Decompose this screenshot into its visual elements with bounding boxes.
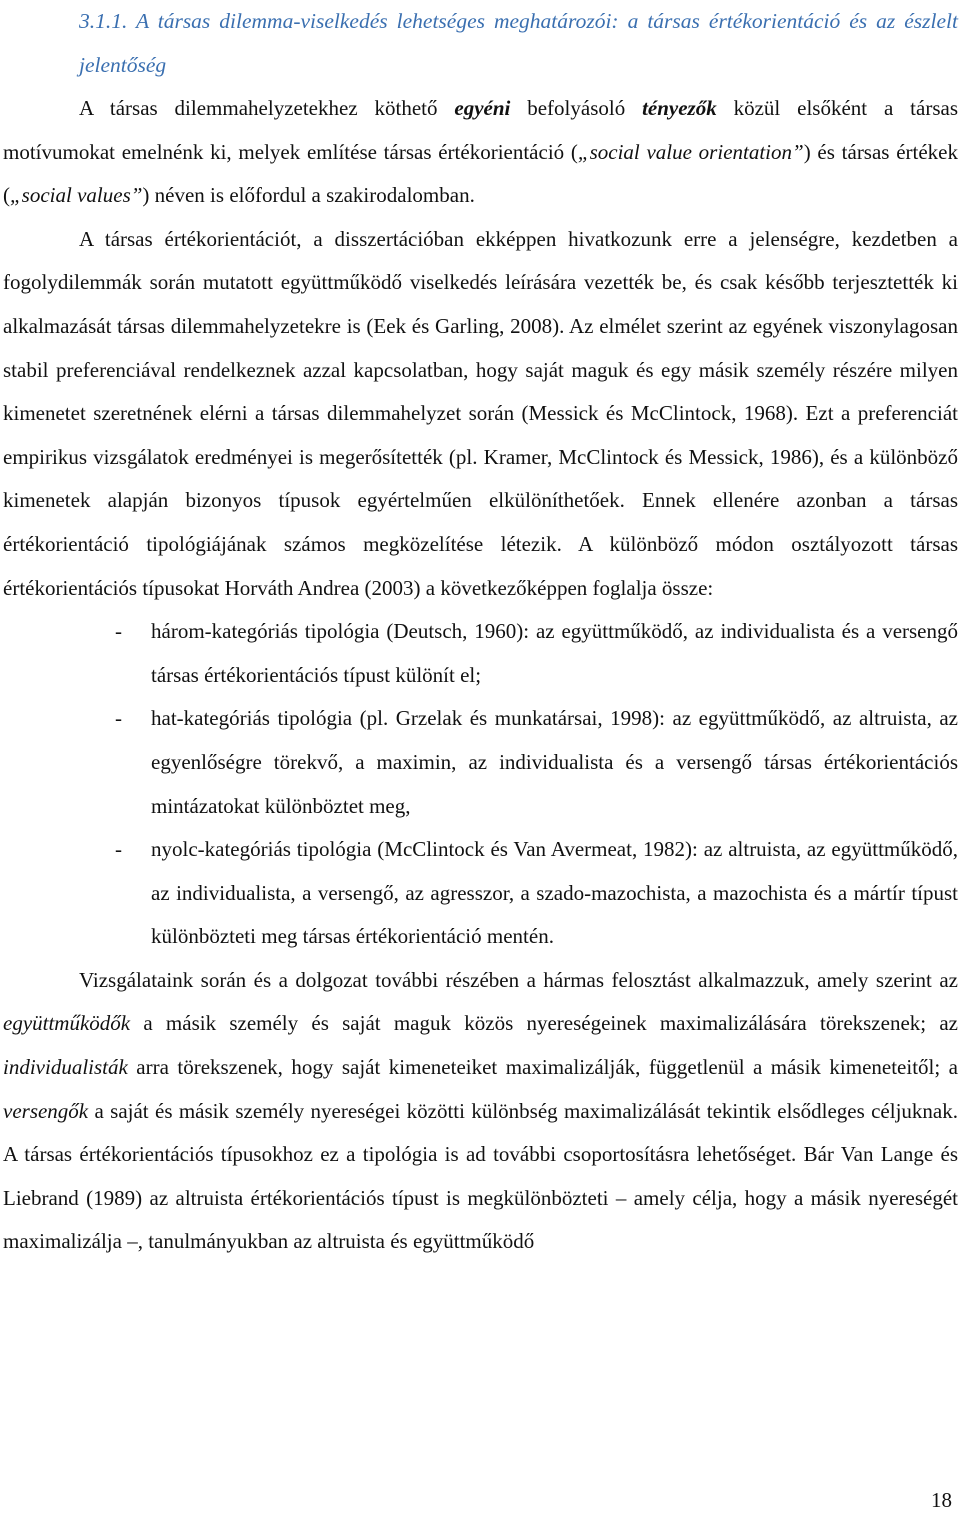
typology-list xyxy=(3,610,958,959)
para1-text-c: befolyásoló xyxy=(510,96,643,120)
para3-text-a: Vizsgálataink során és a dolgozat további részében a hármas felosztást alkalmazzuk, amely szerint az xyxy=(79,967,958,992)
para1-text-e: közül elsőként a társas motívumokat emelnénk ki, melyek említése társas értékorientáció ( xyxy=(3,96,958,164)
paragraph-value-orientation: A társas értékorientációt, a disszertációban ekképpen hivatkozunk erre a jelenségre, kezdetben a fogolydilemmák során mutatott együttműködő viselkedés leírására vezették be, és csak később terjesztették ki alkalmazását társas dilemmahelyzetekre is (Eek és Garling, 2008). Az elmélet szerint az egyének viszonylagosan stabil preferenciával rendelkeznek azzal kapcsolatban, hogy saját maguk és egy másik személy részére milyen kimenetet szeretnének elérni a társas dilemmahelyzet során (Messick és McClintock, 1968). Ezt a preferenciát empirikus vizsgálatok eredményei is megerősítették (pl. Kramer, McClintock és Messick, 1986), és a különböző kimenetek alapján bizonyos típusok egyértelműen elkülöníthetőek. Ennek ellenére azonban a társas értékorientáció tipológiájának számos megközelítése létezik. A különböző módon osztályozott társas értékorientációs típusokat Horváth Andrea (2003) a következőképpen foglalja össze: xyxy=(3,226,958,600)
list-dash: - xyxy=(115,837,122,862)
section-number: 3.1.1. xyxy=(79,9,128,33)
section-heading xyxy=(3,0,958,87)
para1-emphasis-egyeni: egyéni xyxy=(454,96,511,120)
document-page xyxy=(3,0,958,1264)
para1-term-social-values: „social values” xyxy=(10,183,143,208)
list-item xyxy=(3,610,958,697)
para3-term-versengok: versengők xyxy=(3,1098,89,1123)
list-dash: - xyxy=(115,619,122,644)
list-item-text: három-kategóriás tipológia (Deutsch, 1960): az együttműködő, az individualista és a versengő társas értékorientációs típust különít el; xyxy=(151,619,958,687)
para1-term-social-value-orientation: „social value orientation” xyxy=(577,139,804,164)
list-item-text: hat-kategóriás tipológia (pl. Grzelak és munkatársai, 1998): az együttműködő, az altruista, az egyenlőségre törekvő, a maximin, az individualista és a versengő társas értékorientációs mintázatokat különböztet meg, xyxy=(151,706,958,818)
para3-text-g: a saját és másik személy nyereségei közötti különbség maximalizálását tekintik elsődleges céljuknak. A társas értékorientációs típusokhoz ez a tipológia is ad további csoportosításra lehetőséget. Bár Van Lange és Liebrand (1989) az altruista értékorientációs típust is megkülönbözteti – amely célja, hogy a másik nyereségét maximalizálja –, tanulmányukban az altruista és együttműködő xyxy=(3,1098,958,1254)
para3-text-e: arra törekszenek, hogy saját kimeneteiket maximalizálják, függetlenül a másik kimeneteitől; a xyxy=(127,1055,958,1080)
para1-emphasis-tenyezok: tényezők xyxy=(642,96,717,120)
list-item-text: nyolc-kategóriás tipológia (McClintock és Van Avermeat, 1982): az altruista, az együttműködő, az individualista, a versengő, az agresszor, a szado-mazochista, a mazochista és a mártír típust különbözteti meg társas értékorientáció mentén. xyxy=(151,837,958,949)
para1-text-g: ) és társas értékek ( xyxy=(3,139,959,208)
para3-text-c: a másik személy és saját maguk közös nyereségeinek maximalizálására törekszenek; az xyxy=(130,1011,958,1036)
para3-term-egyuttmukodok: együttműködők xyxy=(3,1011,131,1036)
list-dash: - xyxy=(115,706,122,731)
para1-text-a: A társas dilemmahelyzetekhez köthető xyxy=(79,96,455,120)
list-item xyxy=(3,697,958,828)
para3-term-individualistak: individualisták xyxy=(3,1055,128,1080)
para1-text-i: ) néven is előfordul a szakirodalomban. xyxy=(142,183,475,208)
list-item xyxy=(3,828,958,959)
paragraph-social-motives xyxy=(3,87,958,218)
page-number: 18 xyxy=(931,1488,952,1512)
section-title: A társas dilemma-viselkedés lehetséges meghatározói: a társas értékorientáció és az észlelt jelentőség xyxy=(79,9,958,77)
paragraph-triple-division xyxy=(3,959,958,1264)
